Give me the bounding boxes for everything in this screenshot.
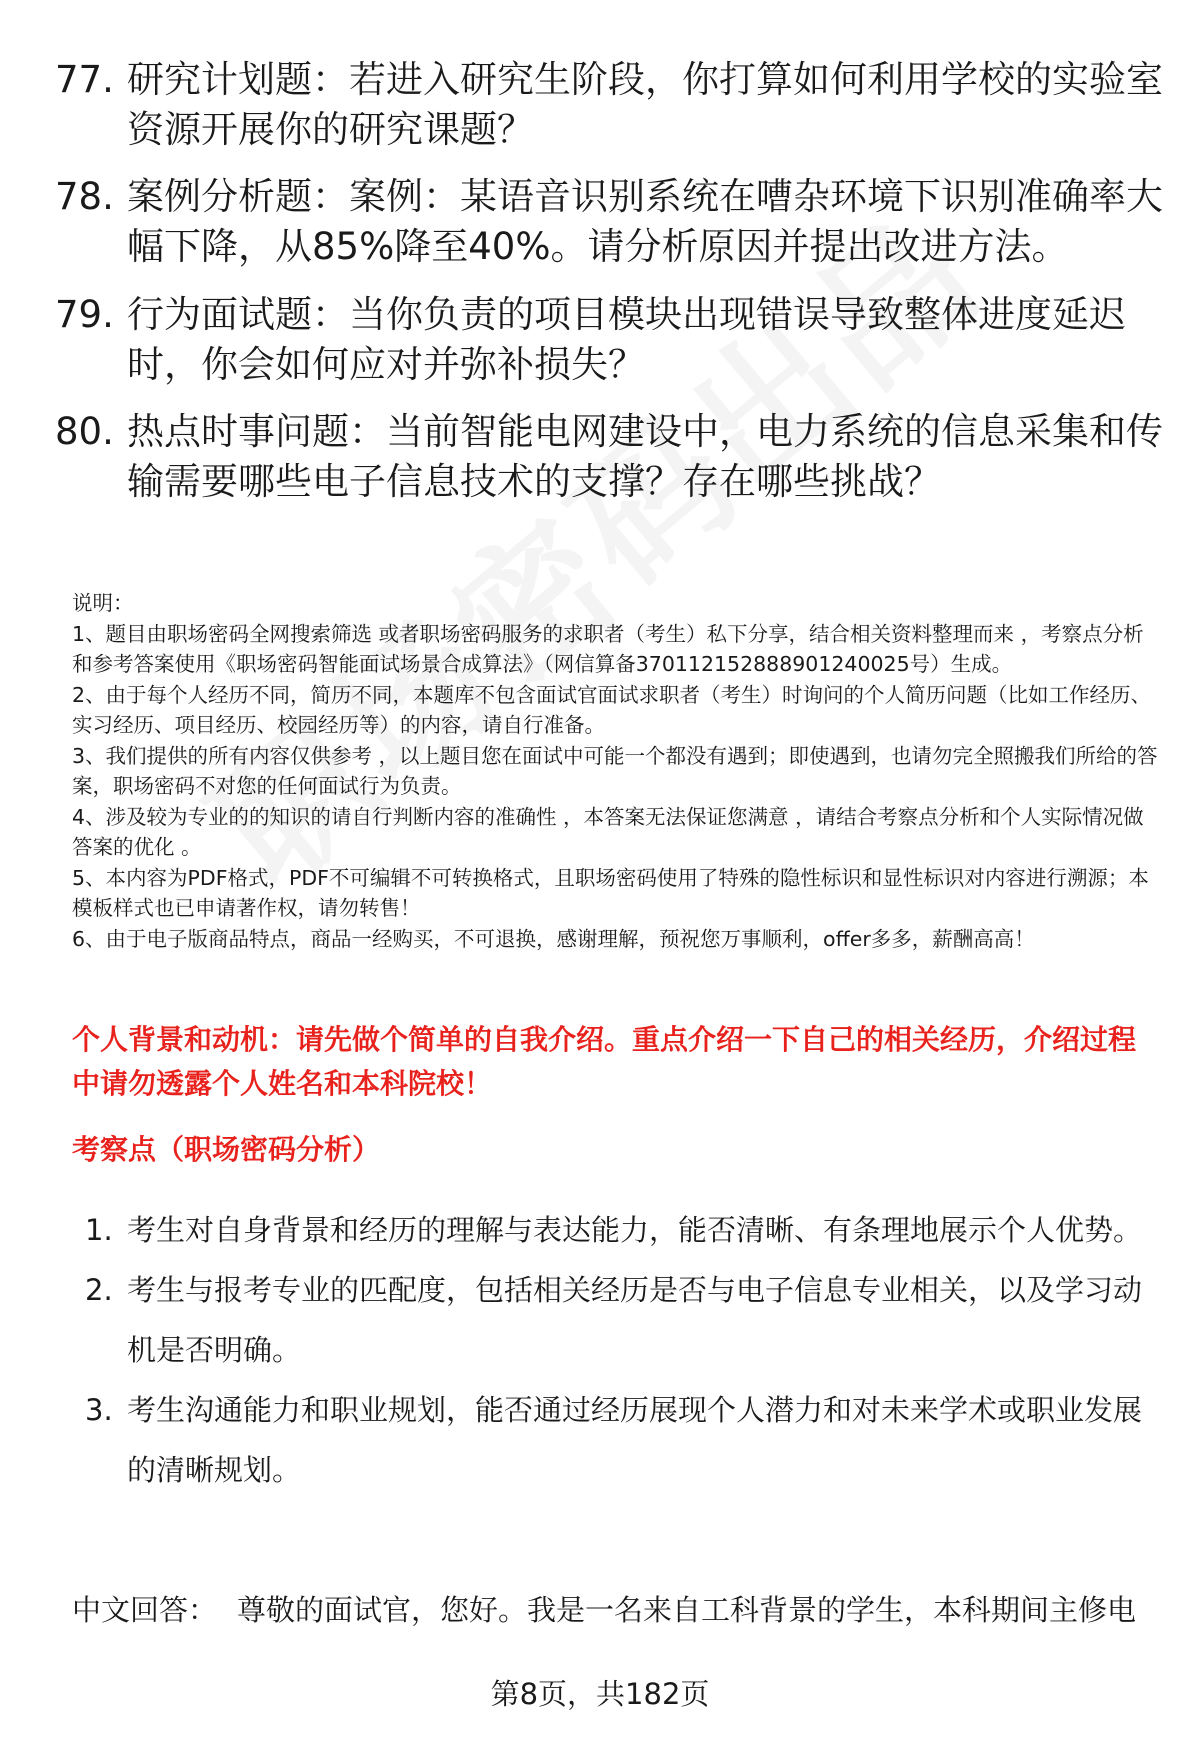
point-text: 考生沟通能力和职业规划，能否通过经历展现个人潜力和对未来学术或职业发展的清晰规划。 [127, 1393, 1143, 1487]
note-item: 4、涉及较为专业的的知识的请自行判断内容的准确性 ，本答案无法保证您满意 ，请结合考察点分析和个人实际情况做答案的优化 。 [72, 804, 1144, 859]
answer-line [72, 1590, 1162, 1630]
question-number: 78. [55, 175, 114, 218]
answer-label: 中文回答： [72, 1593, 218, 1627]
note-item: 6、由于电子版商品特点，商品一经购买，不可退换，感谢理解，预祝您万事顺利，offer多多，薪酬高高！ [72, 926, 1035, 951]
notes-block [72, 588, 1162, 954]
point-number: 1. [85, 1213, 113, 1247]
question-text: 研究计划题：若进入研究生阶段，你打算如何利用学校的实验室资源开展你的研究课题？ [127, 58, 1163, 151]
question-text: 热点时事问题：当前智能电网建设中，电力系统的信息采集和传输需要哪些电子信息技术的支撑？存在哪些挑战？ [127, 410, 1163, 503]
question-number: 79. [55, 293, 114, 336]
answer-text: 尊敬的面试官，您好。我是一名来自工科背景的学生，本科期间主修电 [237, 1593, 1137, 1627]
note-item: 5、本内容为PDF格式，PDF不可编辑不可转换格式，且职场密码使用了特殊的隐性标识和显性标识对内容进行溯源；本模板样式也已申请著作权，请勿转售！ [72, 865, 1149, 920]
point-number: 2. [85, 1273, 113, 1307]
section-title: 个人背景和动机：请先做个简单的自我介绍。重点介绍一下自己的相关经历，介绍过程中请勿透露个人姓名和本科院校！ [72, 1023, 1137, 1100]
question-text: 案例分析题：案例：某语音识别系统在嘈杂环境下识别准确率大幅下降，从85%降至40%。请分析原因并提出改进方法。 [127, 175, 1163, 268]
note-item: 3、我们提供的所有内容仅供参考 ，以上题目您在面试中可能一个都没有遇到；即使遇到，也请勿完全照搬我们所给的答案，职场密码不对您的任何面试行为负责。 [72, 743, 1158, 798]
notes-heading: 说明： [72, 591, 134, 615]
question-number: 77. [55, 58, 114, 101]
list-item [85, 1200, 1160, 1260]
assessment-points [85, 1200, 1160, 1500]
section-subtitle: 考察点（职场密码分析） [72, 1133, 381, 1166]
question-text: 行为面试题：当你负责的项目模块出现错误导致整体进度延迟时，你会如何应对并弥补损失？ [127, 293, 1126, 386]
question-number: 80. [55, 410, 114, 453]
list-item [85, 1260, 1160, 1380]
point-text: 考生对自身背景和经历的理解与表达能力，能否清晰、有条理地展示个人优势。 [127, 1213, 1143, 1247]
page-footer: 第8页，共182页 [490, 1677, 710, 1711]
note-item: 2、由于每个人经历不同，简历不同，本题库不包含面试官面试求职者（考生）时询问的个人简历问题（比如工作经历、实习经历、项目经历、校园经历等）的内容，请自行准备。 [72, 682, 1152, 737]
list-item [85, 1380, 1160, 1500]
point-number: 3. [85, 1393, 113, 1427]
note-item: 1、题目由职场密码全网搜索筛选 或者职场密码服务的求职者（考生）私下分享，结合相关资料整理而来 ，考察点分析和参考答案使用《职场密码智能面试场景合成算法》（网信算备370112152888901240025号）生成。 [72, 621, 1144, 676]
point-text: 考生与报考专业的匹配度，包括相关经历是否与电子信息专业相关，以及学习动机是否明确。 [127, 1273, 1143, 1367]
